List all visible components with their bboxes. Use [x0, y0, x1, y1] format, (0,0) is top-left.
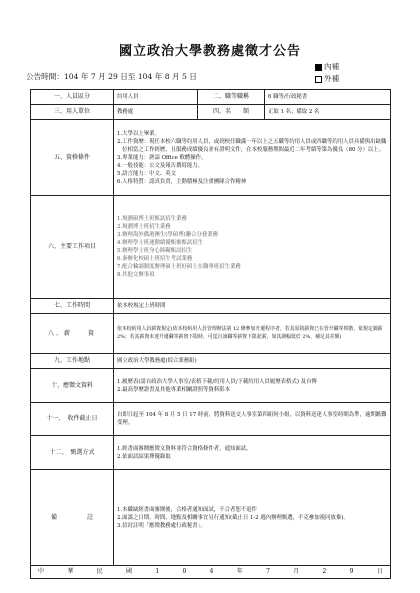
notice-table: [30, 89, 391, 579]
value-selection: [114, 436, 391, 470]
list-item-number: 2.: [117, 453, 123, 460]
label-application-docs: 十、應徵文資料: [31, 369, 114, 403]
value-unit: 教務處: [114, 105, 198, 120]
list-item: [117, 386, 387, 394]
list-item-text: 履歷表(請自政治大學人事室/表格下載/約用人員/下載約用人員履歷表格式) 及自傳: [122, 378, 317, 385]
value-deadline: 自即日起至 104 年 8 月 5 日 17 時前，將資料送交人事室第四組何小姐，以資料送達人事室時間為準，逾期歉難受理。: [114, 403, 391, 436]
list-item-text: 辦理海外僑港澳生(學碩博)聯合分發業務: [122, 232, 219, 238]
footer-date-char: 國: [125, 568, 132, 575]
list-item-number: 1.: [117, 216, 123, 222]
label-grade-title: 二、職等職稱: [198, 90, 265, 105]
label-unit: 三、用人單位: [31, 105, 114, 120]
list-item-text: 專業能力：熟諳 Office 軟體操作。: [122, 154, 207, 161]
table-row: [31, 105, 391, 120]
value-qualifications: [114, 120, 391, 196]
list-item: [117, 247, 387, 255]
list-item: [117, 239, 387, 247]
value-main-duties: [114, 196, 391, 299]
list-item-number: 4.: [117, 240, 123, 246]
list-item-number: 3.: [117, 232, 123, 238]
table-row: [31, 354, 391, 369]
table-row: [31, 299, 391, 314]
list-item: [117, 178, 387, 186]
list-item-text: 辦理學士班身心障礙甄試招生: [122, 248, 193, 254]
list-item-text: 人格特質：認真負責，主動積極及注重團隊合作精神: [122, 178, 247, 185]
table-row: [31, 436, 391, 470]
docs-list: [117, 378, 387, 394]
duties-list: [117, 215, 387, 279]
value-application-docs: [114, 369, 391, 403]
list-item-text: 語言能力：中文、英文: [122, 170, 177, 177]
list-item: [117, 130, 387, 138]
list-item: [117, 255, 387, 263]
list-item-number: 2.: [117, 138, 123, 145]
label-selection: 十二、 甄選方式: [31, 436, 114, 470]
recruit-type-checks: [315, 61, 339, 85]
list-item: [117, 223, 387, 231]
table-row: [31, 314, 391, 354]
list-item-number: 4.: [117, 162, 123, 169]
value-salary: 依本校約用人員薪資規定(依本校約用人員管理辦法第 12 條參加升遷程序者，若其原敘薪資已在晉升職等俸階，依規定調薪 2%；若其薪資未達升遷職等薪資下限時，可逕自該職等薪資下限起薪，如其調幅低於 2%，補足其差額): [114, 314, 391, 354]
check-label: 外補: [324, 74, 340, 83]
label-personnel-type: 一、人員區分: [31, 90, 114, 105]
table-row: [31, 90, 391, 105]
list-item-text: 一般技能：公文及報告撰寫能力。: [122, 162, 204, 169]
list-item-number: 8.: [117, 272, 123, 278]
list-item-number: 1.: [117, 130, 123, 137]
page-title: 國立政治大學教務處徵才公告: [118, 44, 301, 59]
label-work-location: 九、工作地點: [31, 354, 114, 369]
list-item: [117, 506, 387, 514]
list-item: [117, 522, 387, 530]
announcement-date: 公告時間：104 年 7 月 29 日至 104 年 8 月 5 日: [26, 72, 197, 81]
footer-date-char: 日: [376, 568, 383, 575]
remarks-list: [117, 506, 387, 530]
list-item-text: 辦理學士班運動績優甄審甄試招生: [122, 240, 204, 246]
list-item-number: 2.: [117, 224, 123, 230]
value-work-hours: 依本校規定上班時間: [114, 299, 391, 314]
value-remarks: [114, 470, 391, 566]
footer-date-char: 月: [293, 568, 300, 575]
table-row: [31, 470, 391, 566]
qualifications-list: [117, 130, 387, 186]
list-item: [117, 231, 387, 239]
table-row: [31, 120, 391, 196]
value-grade-title: 6 職等/行政秘書: [265, 90, 391, 105]
list-item-text: 信封註明「應徵教務處行政秘書」。: [122, 522, 206, 529]
table-row: [31, 566, 391, 579]
list-item-text: 最高學歷證書及其他專業相關證照等資料影本: [122, 386, 230, 393]
list-item: [117, 445, 387, 453]
label-work-hours: 七、工作時間: [31, 299, 114, 314]
list-item-text: 本職缺經書面審閱後，合格者通知面試，不合者恕不退件: [122, 506, 257, 513]
list-item-text: 規劃碩博士班甄試招生業務: [122, 216, 187, 222]
list-item-number: 5.: [117, 170, 123, 177]
checked-box-icon: [315, 64, 322, 71]
footer-date-char: 2: [322, 568, 327, 575]
list-item-text: 經書面審閱應徵文資料並符合資格條件者，通知面試。: [122, 445, 252, 452]
list-item-text: 規劃博士班招生業務: [122, 224, 171, 230]
list-item: [117, 271, 387, 279]
table-row: [31, 369, 391, 403]
label-deadline: 十一、 收件截止日: [31, 403, 114, 436]
list-item-text: 配合輪調制度辦理碩士班好碩士在職專班招生業務: [122, 264, 241, 270]
label-salary: 八、薪 資: [31, 314, 114, 354]
footer-date-char: 1: [155, 568, 160, 575]
label-qualifications: 五、資格條件: [31, 120, 114, 196]
footer-date-char: 7: [266, 568, 270, 575]
list-item-number: 3.: [117, 154, 123, 161]
list-item-number: 3.: [117, 522, 123, 529]
list-item: [117, 263, 387, 271]
table-row: [31, 403, 391, 436]
list-item-text: 工作資歷：現任本校六職等約用人員，或到校任職滿一年以上之五職等約用人員或四職等約用人員具備與出缺職位相當之工作經歷，且服務成績優良並有證明文件，在本校服務期間最近二年考績等第為優良（80 分）以上。: [122, 138, 387, 153]
list-item: [117, 453, 387, 461]
list-item: [117, 138, 387, 154]
list-item-text: 依面試結果擇優錄取: [122, 453, 171, 460]
check-external: [315, 73, 339, 85]
table-row: [31, 196, 391, 299]
list-item-number: 2.: [117, 386, 123, 393]
check-label: 內補: [324, 62, 340, 71]
value-work-location: 國立政治大學教務處(綜合業務組): [114, 354, 391, 369]
list-item-number: 6.: [117, 178, 123, 185]
footer-date-char: 4: [209, 568, 214, 575]
list-item: [117, 170, 387, 178]
selection-list: [117, 445, 387, 461]
list-item-number: 1.: [117, 506, 123, 513]
footer-date-chars: [34, 568, 387, 576]
footer-date-char: 民: [96, 568, 103, 575]
list-item-number: 6.: [117, 256, 123, 262]
list-item-number: 1.: [117, 445, 123, 452]
label-main-duties: 六、主要工作項目: [31, 196, 114, 299]
list-item-number: 2.: [117, 514, 123, 521]
list-item-number: 7.: [117, 264, 123, 270]
check-internal: [315, 61, 339, 73]
list-item-number: 5.: [117, 248, 123, 254]
list-item: [117, 215, 387, 223]
label-quota: 四、名 額: [198, 105, 265, 120]
footer-date-char: 0: [182, 568, 187, 575]
list-item-number: 1.: [117, 378, 123, 385]
list-item-text: 面談之日期、時間、地點及相關事宜另行通知(截止日 1-2 週內辦理甄選，不克參加視同放棄)。: [122, 514, 349, 521]
footer-date-char: 華: [67, 568, 74, 575]
footer-date-char: 年: [236, 568, 243, 575]
value-quota: 正取 1 名；備取 2 名: [265, 105, 391, 120]
list-item-text: 大學以上畢業。: [122, 130, 160, 137]
list-item: [117, 162, 387, 170]
unchecked-box-icon: [315, 76, 322, 83]
footer-date-char: 中: [38, 568, 45, 575]
value-personnel-type: 約用人員: [114, 90, 198, 105]
list-item: [117, 378, 387, 386]
footer-date: [31, 566, 391, 579]
list-item: [117, 514, 387, 522]
list-item-text: 秦辦化校碩士班招生考試業務: [122, 256, 193, 262]
label-remarks: 備 註: [31, 470, 114, 566]
footer-date-char: 9: [349, 568, 354, 575]
list-item: [117, 154, 387, 162]
list-item-text: 其他交辦事項: [122, 272, 155, 278]
